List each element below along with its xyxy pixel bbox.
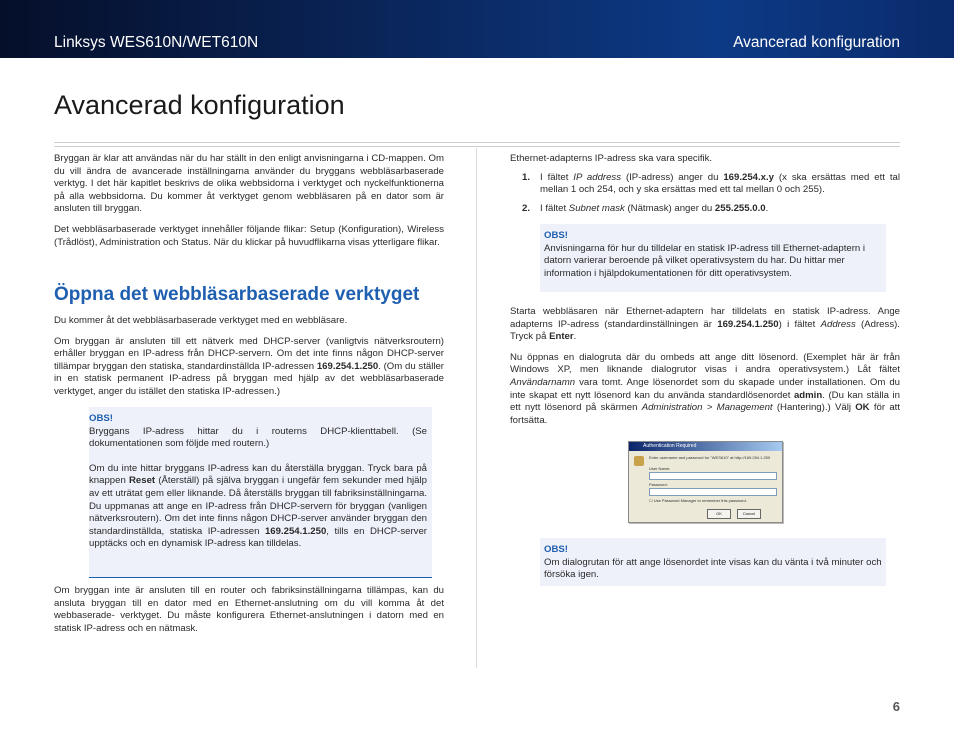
right-lead: Ethernet-adapterns IP-adress ska vara specifik.: [510, 153, 713, 164]
column-divider: [476, 148, 477, 668]
page-header: [0, 0, 954, 58]
dialog-ok-button: OK: [707, 509, 731, 519]
ip-steps-list: [510, 172, 900, 216]
dialog-remember: ☐ Use Password Manager to remember this password.: [649, 498, 747, 503]
note-label: OBS!: [89, 413, 113, 424]
dialog-user-label: User Name:: [649, 466, 671, 471]
section-heading: Öppna det webbläsarbaserade verktyget: [54, 284, 420, 305]
note-box-ip: [89, 407, 432, 578]
left-section-body: [54, 315, 444, 407]
closing-paragraph: Om bryggan inte är ansluten till en router och fabriksinställningarna tillämpas, kan du ansluta bryggan till en dator med en Ethernet-anslutning om du vill komma åt det webbaserade- verktyget. Du måste konfigurera Ethernet-anslutningen i datorn med en statisk IP-adress och en nätmask.: [54, 585, 444, 634]
note-os-text: Anvisningarna för hur du tilldelar en statisk IP-adress till Ethernet-adaptern i datorn varierar beroende på vilket operativsystem du har. Du hittar mer information i hjälpdokumentationen för ditt operativsystem.: [544, 242, 866, 279]
right-paragraph-1: Starta webbläsaren när Ethernet-adaptern har tilldelats en statisk IP-adress. Ange adapterns IP-adress (standardinställningen är 169.254.1.250) i fältet Address (Adress). Tryck på Enter.: [510, 306, 900, 343]
dialog-prompt: Enter username and password for "WES610" at http://169.254.1.250: [649, 455, 771, 460]
title-rule-top: [54, 142, 900, 143]
header-product: Linksys WES610N/WET610N: [54, 34, 259, 51]
dialog-password-input: [649, 488, 777, 496]
note-dialog-text: Om dialogrutan för att ange lösenordet inte visas kan du vänta i två minuter och försöka igen.: [544, 556, 882, 581]
left-closing: [54, 585, 444, 643]
password-dialog-screenshot: [628, 441, 783, 523]
section-paragraph-2: Om bryggan är ansluten till ett nätverk med DHCP-server (vanligtvis nätverksroutern) erhåller bryggan en IP-adress från DHCP-servern. Om det inte finns någon DHCP-server tillämpar bryggan den statiska, standardinställda IP-adressen 169.254.1.250. (Om du ställer in en statisk permanent IP-adress på bryggan med hjälp av det webbläsarbaserade verktyget, anger du istället den statiska IP-adressen.): [54, 335, 445, 397]
intro-paragraph-1: Bryggan är klar att användas när du har ställt in den enligt anvisningarna i CD-mappen. Om du vill ändra de avancerade inställningarna använder du bryggans webbläsarbaserade verktyg. I det här kapitlet beskrivs de olika webbsidorna i verktyget och nyckelfunktionerna på alla webbsidorna. Du kommer åt verktyget genom webbläsaren på en dator som är ansluten till bryggan.: [54, 153, 444, 215]
right-body: [510, 306, 900, 435]
note-box-dialog: OBS! Om dialogrutan för att ange lösenordet inte visas kan du vänta i två minuter och försöka igen.: [540, 538, 886, 586]
intro-paragraph-2: Det webbläsarbaserade verktyget innehåller följande flikar: Setup (Konfiguration), Wireless (Trådlöst), Administration och Status. När du klickar på huvudflikarna visas ytterligare flikar.: [54, 223, 444, 248]
note-box-os: OBS! Anvisningarna för hur du tilldelar en statisk IP-adress till Ethernet-adaptern i datorn varierar beroende på vilket operativsystem du har. Du hittar mer information i hjälpdokumentationen för ditt operativsystem.: [540, 224, 886, 292]
page-title: Avancerad konfiguration: [54, 90, 345, 120]
step-2: 2. I fältet Subnet mask (Nätmask) anger du 255.255.0.0.: [522, 202, 769, 214]
dialog-cancel-button: Cancel: [737, 509, 761, 519]
title-rule-bottom: [54, 146, 900, 147]
right-paragraph-2: Nu öppnas en dialogruta där du ombeds att ange ditt lösenord. (Exemplet här är från Windows XP, men liknande dialogrutor visas i andra operativsystem.) Låt fältet Användarnamn vara tomt. Ange lösenordet som du skapade under installationen. Om du inte skapat ett nytt lösenord kan du använda standardlösenordet admin. (Du kan ställa in ett nytt lösenord på skärmen Administration > Management (Hantering).) Välj OK för att fortsätta.: [510, 351, 900, 426]
left-intro: [54, 153, 444, 257]
note-text-1: Bryggans IP-adress hittar du i routerns DHCP-klienttabell. (Se dokumentationen som följde med routern.): [89, 425, 427, 450]
dialog-pass-label: Password:: [649, 482, 668, 487]
section-paragraph-1: Du kommer åt det webbläsarbaserade verktyget med en webbläsare.: [54, 315, 348, 326]
step-1: 1. I fältet IP address (IP-adress) anger du 169.254.x.y (x ska ersättas med ett tal mellan 1 och 254, och y ska ersättas med ett tal mellan 0 och 255).: [522, 171, 900, 196]
header-section: Avancerad konfiguration: [733, 34, 900, 51]
right-top: [510, 153, 900, 221]
note-text-2: Om du inte hittar bryggans IP-adress kan du återställa bryggan. Tryck bara på knappen Reset (Återställ) på själva bryggan i ungefär fem sekunder med hjälp av ett uträtat gem eller liknande. Då återställs bryggan till fabriksinställningarna. Du uppmanas att ange en IP-adress från DHCP-servern för bryggan (vanligen nätverksroutern). Om det inte finns någon DHCP-server använder bryggan den standardinställda, statiska IP-adressen 169.254.1.250, tills en DHCP-server upptäcks och en dynamisk IP-adress kan tilldelas.: [89, 462, 427, 550]
page-number: 6: [892, 699, 900, 714]
dialog-username-input: [649, 472, 777, 480]
dialog-titlebar: Authentication Required: [629, 442, 782, 451]
key-icon: [634, 456, 644, 466]
